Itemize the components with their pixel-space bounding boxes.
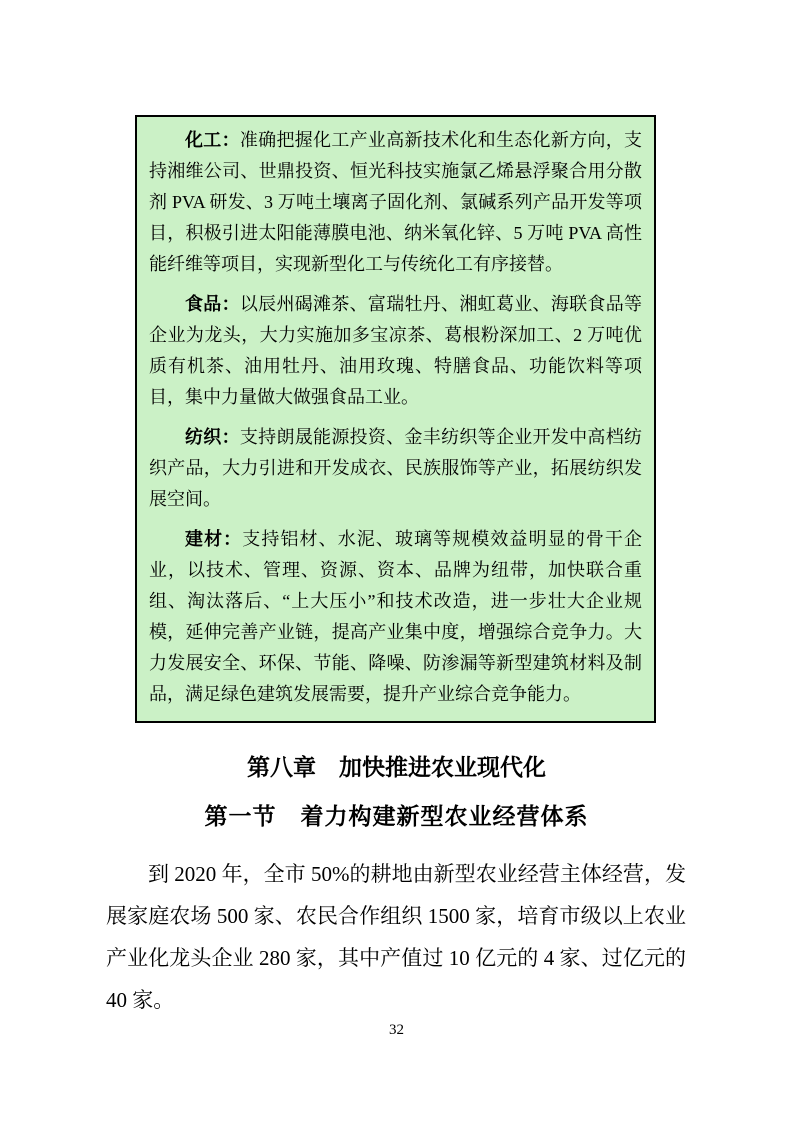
paragraph-text-building-materials: 支持铝材、水泥、玻璃等规模效益明显的骨干企业，以技术、管理、资源、资本、品牌为纽带，加快联合重组、淘汰落后、“上大压小”和技术改造，进一步壮大企业规模，延伸完善产业链，提高产业集中度，增强综合竞争力。大力发展安全、环保、节能、降噪、防渗漏等新型建筑材料及制品，满足绿色建筑发展需要，提升产业综合竞争能力。	[149, 529, 643, 704]
paragraph-food-industry	[149, 289, 642, 413]
paragraph-building-materials	[149, 524, 642, 710]
paragraph-text-textile: 支持朗晟能源投资、金丰纺织等企业开发中高档纺织产品，大力引进和开发成衣、民族服饰等产业，拓展纺织发展空间。	[149, 427, 642, 509]
paragraph-chemical-industry	[149, 125, 642, 280]
paragraph-text-food: 以辰州碣滩茶、富瑞牡丹、湘虹葛业、海联食品等企业为龙头，大力实施加多宝凉茶、葛根粉深加工、2 万吨优质有机茶、油用牡丹、油用玫瑰、特膳食品、功能饮料等项目，集中力量做大做强食品工业。	[149, 294, 642, 407]
paragraph-lead-chemical: 化工：	[185, 130, 240, 150]
paragraph-lead-building-materials: 建材：	[185, 529, 243, 549]
paragraph-textile-industry	[149, 422, 642, 515]
page-number: 32	[389, 1022, 404, 1038]
paragraph-lead-textile: 纺织：	[185, 427, 240, 447]
body-paragraph: 到 2020 年，全市 50%的耕地由新型农业经营主体经营，发展家庭农场 500 家、农民合作组织 1500 家，培育市级以上农业产业化龙头企业 280 家，其中产值过 10 亿元的 4 家、过亿元的 40 家。	[106, 862, 686, 1012]
paragraph-text-chemical: 准确把握化工产业高新技术化和生态化新方向，支持湘维公司、世鼎投资、恒光科技实施氯乙烯悬浮聚合用分散剂 PVA 研发、3 万吨土壤离子固化剂、氯碱系列产品开发等项目，积极引进太阳能薄膜电池、纳米氧化锌、5 万吨 PVA 高性能纤维等项目，实现新型化工与传统化工有序接替。	[149, 130, 642, 274]
industry-highlight-box	[135, 115, 656, 723]
chapter-heading: 第八章 加快推进农业现代化	[247, 754, 546, 780]
paragraph-lead-food: 食品：	[185, 294, 240, 314]
section-heading: 第一节 着力构建新型农业经营体系	[204, 804, 589, 829]
